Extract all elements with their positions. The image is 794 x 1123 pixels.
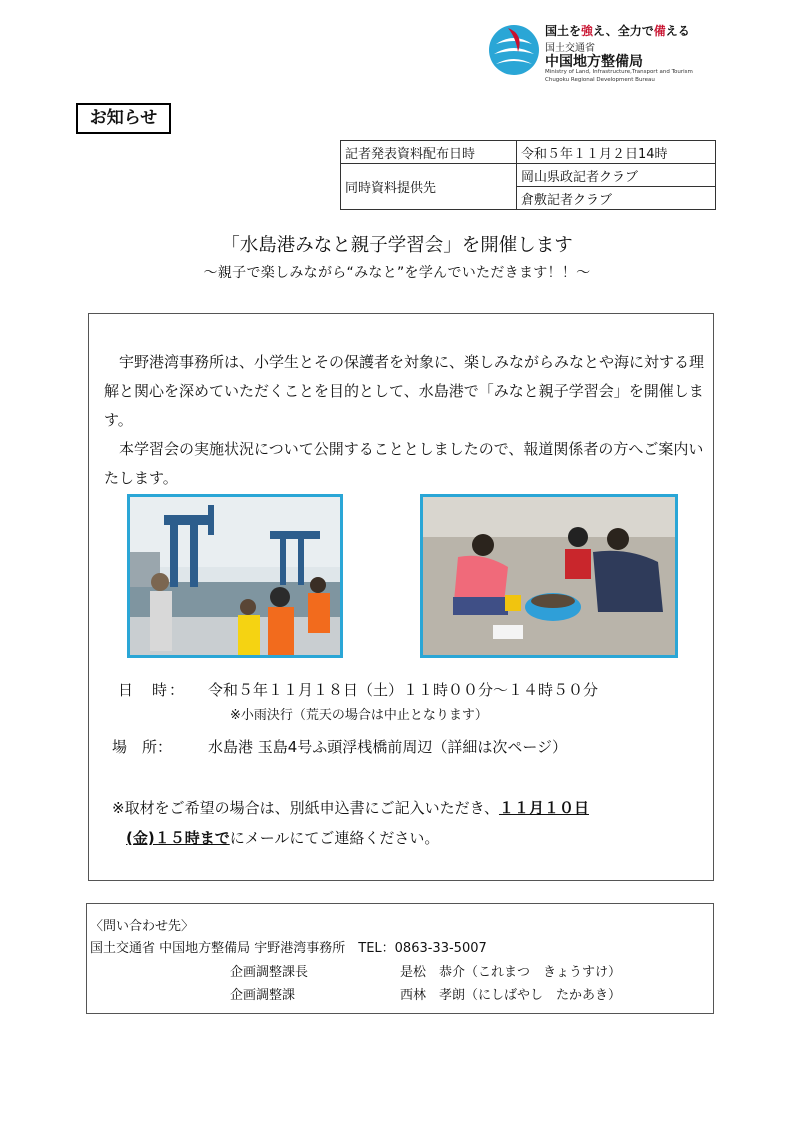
provided-value-2: 倉敷記者クラブ xyxy=(517,187,716,210)
intro-paragraph-2: 本学習会の実施状況について公開することとしましたので、報道関係者の方へご案内いたします。 xyxy=(104,440,704,487)
date-label: 日 時： xyxy=(118,681,187,699)
coverage-line-2 xyxy=(126,827,439,848)
contact-name-2: 西林 孝朗（にしばやし たかあき） xyxy=(400,988,622,1003)
contact-role-2: 企画調整課 xyxy=(230,988,296,1003)
notice-label: お知らせ xyxy=(76,103,171,134)
port-crane-photo xyxy=(127,494,343,658)
contact-name-1: 是松 恭介（これまつ きょうすけ） xyxy=(400,965,622,980)
english-name-line2: Chugoku Regional Development Bureau xyxy=(545,77,655,83)
place-value: 水島港 玉島4号ふ頭浮桟橋前周辺（詳細は次ページ） xyxy=(208,738,568,756)
intro-text xyxy=(104,348,707,493)
provided-value-1: 岡山県政記者クラブ xyxy=(517,164,716,187)
release-label: 記者発表資料配布日時 xyxy=(341,141,517,164)
slogan: 国土を強え、全力で備える xyxy=(545,24,690,38)
rain-note: ※小雨決行（荒天の場合は中止となります） xyxy=(230,708,488,723)
release-value: 令和５年１１月２日14時 xyxy=(517,141,716,164)
mlit-logo-icon xyxy=(488,24,540,76)
deadline-date: １１月１０日 xyxy=(498,799,589,817)
deadline-time: (金)１５時まで xyxy=(126,829,230,847)
ministry-name: 国土交通省 xyxy=(545,43,595,54)
page-subtitle: ～親子で楽しみながら“みなと”を学んでいただきます！！～ xyxy=(203,265,591,281)
coverage-text-2: にメールにてご連絡ください。 xyxy=(229,829,440,847)
learning-activity-photo xyxy=(420,494,678,658)
coverage-line-1 xyxy=(112,797,589,818)
provided-label: 同時資料提供先 xyxy=(341,164,517,210)
coverage-text-1: ※取材をご希望の場合は、別紙申込書にご記入いただき、 xyxy=(112,799,499,817)
bureau-name: 中国地方整備局 xyxy=(545,54,643,70)
contact-heading: 〈問い合わせ先〉 xyxy=(90,919,195,934)
page-title: 「水島港みなと親子学習会」を開催します xyxy=(221,235,573,256)
date-value: 令和５年１１月１８日（土）１１時００分～１４時５０分 xyxy=(208,681,599,699)
place-label: 場 所： xyxy=(112,738,173,756)
release-info-table xyxy=(340,140,716,210)
contact-role-1: 企画調整課長 xyxy=(230,965,309,980)
english-name-line1: Ministry of Land, Infrastructure,Transport and Tourism xyxy=(545,69,693,75)
intro-paragraph-1: 宇野港湾事務所は、小学生とその保護者を対象に、楽しみながらみなとや海に対する理解と関心を深めていただくことを目的として、水島港で「みなと親子学習会」を開催します。 xyxy=(104,353,705,429)
contact-org: 国土交通省 中国地方整備局 宇野港湾事務所 TEL：0863-33-5007 xyxy=(90,941,487,956)
